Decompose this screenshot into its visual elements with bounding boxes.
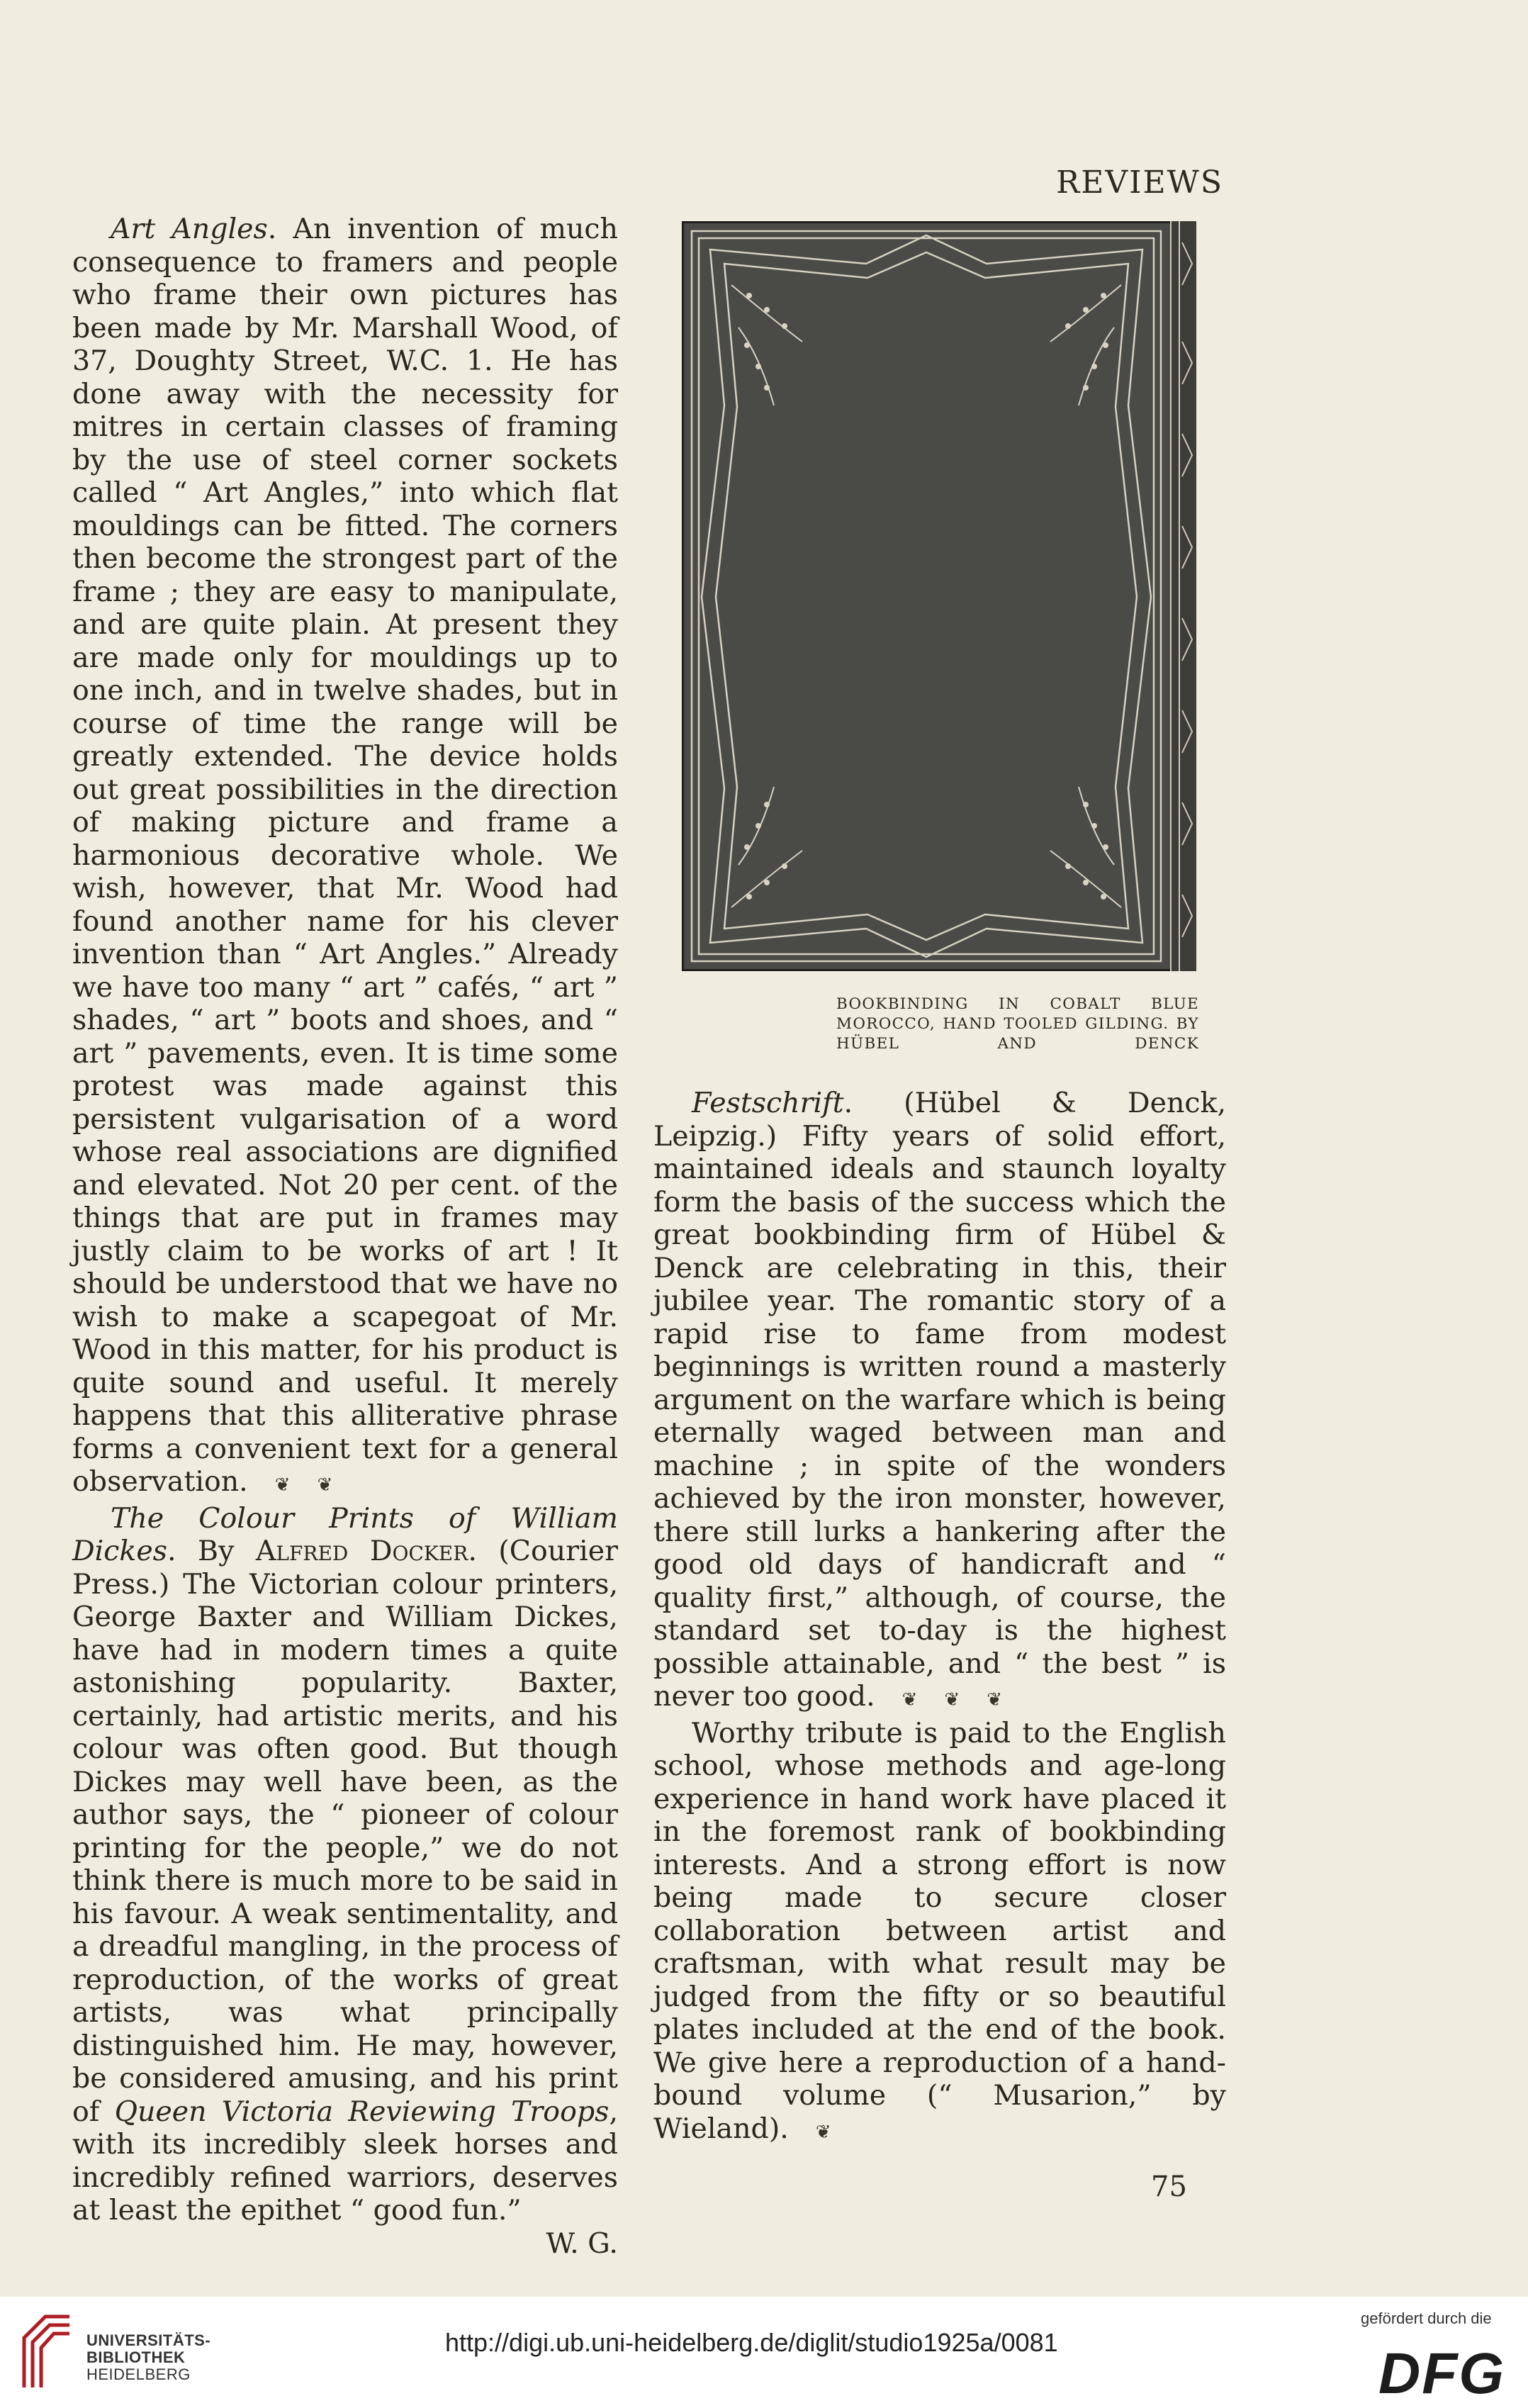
review-by: . By — [167, 1535, 235, 1567]
page-number: 75 — [1151, 2171, 1187, 2203]
funded-by-label: gefördert durch die — [1361, 2309, 1492, 2327]
review-title: The Colour Prints of William Dickes — [72, 1501, 618, 1567]
university-library-logo-icon — [17, 2309, 77, 2395]
leaf-ornament-icon: ❦ — [987, 1689, 1003, 1710]
library-line-3: HEIDELBERG — [86, 2365, 191, 2383]
digital-copy-link[interactable]: http://digi.ub.uni-heidelberg.de/diglit/studio1925a/0081 — [445, 2328, 1058, 2357]
left-column — [72, 213, 618, 2260]
university-library-name — [86, 2332, 210, 2383]
running-head: REVIEWS — [1056, 164, 1223, 201]
review-title: Festschrift — [692, 1087, 844, 1119]
festschrift-review — [653, 1087, 1226, 1717]
leaf-ornament-icon: ❦ — [274, 1474, 291, 1496]
leaf-ornament-icon: ❦ — [944, 1689, 960, 1710]
bookbinding-plate — [682, 221, 1196, 971]
right-column — [653, 1087, 1226, 2149]
leaf-ornament-icon: ❦ — [317, 1474, 333, 1496]
dfg-logo: DFG — [1378, 2341, 1506, 2406]
art-angles-review — [72, 213, 618, 1502]
review-signature: W. G. — [546, 2227, 618, 2260]
review-title: Art Angles — [111, 213, 268, 245]
colour-prints-review — [72, 1501, 618, 2260]
review-author: Alfred Docker — [255, 1535, 468, 1567]
review-body: , with its incredibly sleek horses and incredibly refined warriors, deserves at least the epithet “ good fun.” — [72, 2095, 618, 2227]
leaf-ornament-icon: ❦ — [815, 2121, 831, 2143]
review-body: . (Courier Press.) The Victorian colour printers, George Baxter and William Dickes, have had in modern times a quite astonishing popularity. Baxter, certainly, had artistic merits, and his colour was often good. But though Dickes may well have been, as the author says, the “ pioneer of colour printing for the people,” we do not think there is much more to be said in his favour. A weak sentimentality, and a dreadful mangling, in the process of reproduction, of the works of great artists, was what principally distinguished him. He may, however, be considered amusing, and his print of — [72, 1535, 618, 2128]
library-line-2: BIBLIOTHEK — [86, 2348, 186, 2366]
review-body: . An invention of much consequence to framers and people who frame their own pictures has been made by Mr. Marshall Wood, of 37, Doughty Street, W.C. 1. He has done away with the necessity for mitres in certain classes of framing by the use of steel corner sockets called “ Art Angles,” into which flat mouldings can be fitted. The corners then become the strongest part of the frame ; they are easy to manipulate, and are quite plain. At present they are made only for mouldings up to one inch, and in twelve shades, but in course of time the range will be greatly extended. The device holds out great possibilities in the direction of making picture and frame a harmonious decorative whole. We wish, however, that Mr. Wood had found another name for his clever invention than “ Art Angles.” Already we have too many “ art ” cafés, “ art ” shades, “ art ” boots and shoes, and “ art ” pavements, even. It is time some protest was made against this persistent vulgarisation of a word whose real associations are dignified and elevated. Not 20 per cent. of the things that are put in frames may justly claim to be works of art ! It should be understood that we have no wish to make a scapegoat of Mr. Wood in this matter, for his product is quite sound and useful. It merely happens that this alliterative phrase forms a convenient text for a general observation. — [72, 213, 618, 1498]
review-body: Worthy tribute is paid to the English school, whose methods and age-long experience in hand work have placed it in the foremost rank of bookbinding interests. And a strong effort is now being made to secure closer collaboration between artist and craftsman, with what result may be judged from the fifty or so beautiful plates included at the end of the book. We give here a reproduction of a hand-bound volume (“ Musarion,” by Wieland). — [653, 1716, 1226, 2145]
print-title: Queen Victoria Reviewing Troops — [114, 2095, 609, 2128]
leaf-ornament-icon: ❦ — [901, 1689, 918, 1710]
library-line-1: UNIVERSITÄTS- — [86, 2331, 211, 2349]
plate-caption: BOOKBINDING IN COBALT BLUE MOROCCO, HAND TOOLED GILDING. BY HÜBEL AND DENCK — [836, 995, 1199, 1053]
festschrift-review-continued — [653, 1717, 1226, 2149]
review-body: . (Hübel & Denck, Leipzig.) Fifty years of solid effort, maintained ideals and staunch loyalty form the basis of the success which the great bookbinding firm of Hübel & Denck are celebrating in this, their jubilee year. The romantic story of a rapid rise to fame from modest beginnings is written round a masterly argument on the warfare which is being eternally waged between man and machine ; in spite of the wonders achieved by the iron monster, however, there still lurks a hankering after the good old days of handicraft and “ quality first,” although, of course, the standard set to-day is the highest possible attainable, and “ the best ” is never too good. — [653, 1087, 1226, 1713]
